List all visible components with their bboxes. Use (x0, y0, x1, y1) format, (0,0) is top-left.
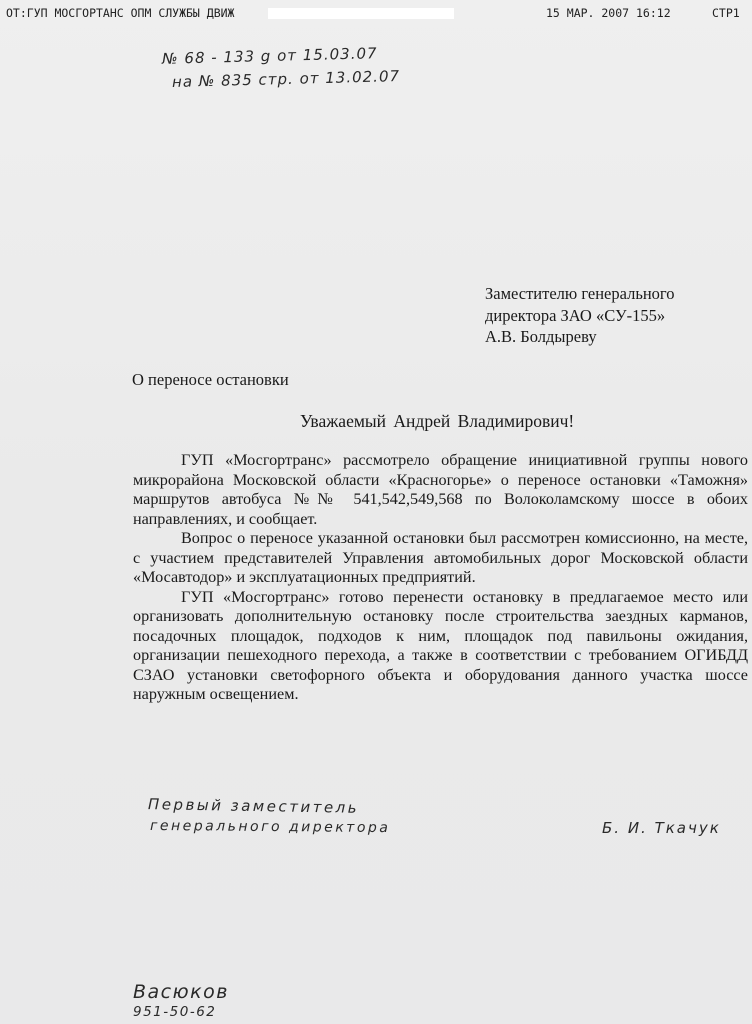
addressee-line: Заместителю генерального (485, 284, 675, 303)
letter-salutation: Уважаемый Андрей Владимирович! (300, 411, 575, 431)
addressee-line: директора ЗАО «СУ-155» (485, 305, 666, 325)
redacted-area (268, 8, 454, 19)
handwritten-reply-reference: на № 835 стр. от 13.02.07 (171, 67, 401, 91)
addressee-block (485, 283, 675, 348)
body-paragraph: ГУП «Мосгортранс» рассмотрело обращение инициативной группы нового микрорайона Московской области «Красногорье» о переносе остановки «Таможня» маршрутов автобуса №№ 541,542,549,568 по Волоколамскому шоссе в обоих направлениях, и сообщает. (133, 451, 748, 528)
signatory-title-line2: генерального директора (149, 817, 391, 837)
handwritten-outgoing-number: № 68 - 133 g от 15.03.07 (161, 44, 378, 68)
fax-header (6, 6, 746, 22)
signatory-title-line1: Первый заместитель (147, 795, 360, 817)
fax-page-number: СТР1 (712, 6, 740, 20)
executor-name: Васюков (133, 981, 229, 1003)
fax-sender: ОТ:ГУП МОСГОРТАНС ОПМ СЛУЖБЫ ДВИЖ (6, 6, 235, 20)
body-paragraph: Вопрос о переносе указанной остановки был рассмотрен комиссионно, на месте, с участием представителей Управления автомобильных дорог Московской области «Мосавтодор» и эксплуатационных предприятий. (133, 529, 748, 586)
fax-datetime: 15 МАР. 2007 16:12 (546, 6, 671, 20)
executor-phone: 951-50-62 (133, 1004, 217, 1020)
addressee-line: А.В. Болдыреву (485, 327, 597, 346)
signatory-name: Б. И. Ткачук (602, 819, 721, 837)
letter-subject: О переносе остановки (132, 370, 289, 389)
body-paragraph: ГУП «Мосгортранс» готово перенести остановку в предлагаемое место или организовать дополнительную остановку после строительства заездных карманов, посадочных площадок, подходов к ним, площадок под павильоны ожидания, организации пешеходного перехода, а также в соответствии с требованием ОГИБДД СЗАО установки светофорного объекта и оборудования данного участка шоссе наружным освещением. (133, 587, 748, 703)
letter-body (133, 451, 748, 705)
